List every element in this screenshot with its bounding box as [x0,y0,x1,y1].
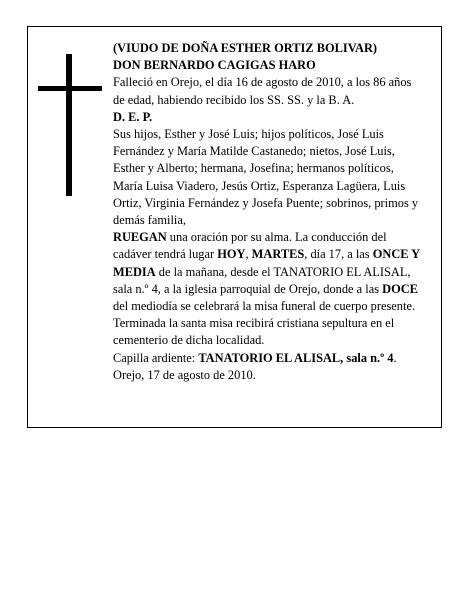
request-text-4: del mediodía se celebrará la misa funeral de cuerpo presente. Terminada la santa misa recibirá cristiana sepultura en el cementerio de dicha localidad. [113,299,416,348]
chapel-label: Capilla ardiente: [113,350,199,365]
cross-icon [38,54,102,196]
funeral-request [113,229,425,349]
request-text-1: una oración por su alma. La conducción del cadáver tendrá lugar [113,230,387,262]
date-line: Orejo, 17 de agosto de 2010. [113,367,256,382]
family-list: Sus hijos, Esther y José Luis; hijos políticos, José Luis Fernández y María Matilde Castanedo; nietos, José Luis, Esther y Alberto; hermana, Josefina; hermanos políticos, María Luisa Viadero, Jesús Ortiz, Esperanza Lagüera, Luis Ortiz, Virginia Fernández y Josefa Puente; sobrinos, primos y demás familia, [113,127,419,228]
chapel-place: TANATORIO EL ALISAL, sala n.º 4 [198,350,394,365]
once-y-media-time: ONCE Y MEDIA [113,247,420,279]
request-text-2: , día 17, a las [304,247,373,262]
deceased-name: DON BERNARDO CAGIGAS HARO [113,58,316,73]
obituary-text [113,40,425,384]
death-statement: Falleció en Orejo, el día 16 de agosto de 2010, a los 86 años de edad, habiendo recibido los SS. SS. y la B. A. [113,75,412,107]
chapel-line [113,350,425,367]
ruegan-word: RUEGAN [113,230,167,245]
martes-word: MARTES [251,247,305,262]
rip-line: D. E. P. [113,109,153,124]
request-comma: , [245,247,252,262]
hoy-word: HOY [217,247,246,262]
widower-heading: (VIUDO DE DOÑA ESTHER ORTIZ BOLIVAR) [113,41,378,55]
doce-time: DOCE [382,281,418,296]
chapel-end: . [393,350,397,365]
request-text-3: de la mañana, desde el TANATORIO EL ALISAL, sala n.º 4, a la iglesia parroquial de Orejo, donde a las [113,264,411,296]
